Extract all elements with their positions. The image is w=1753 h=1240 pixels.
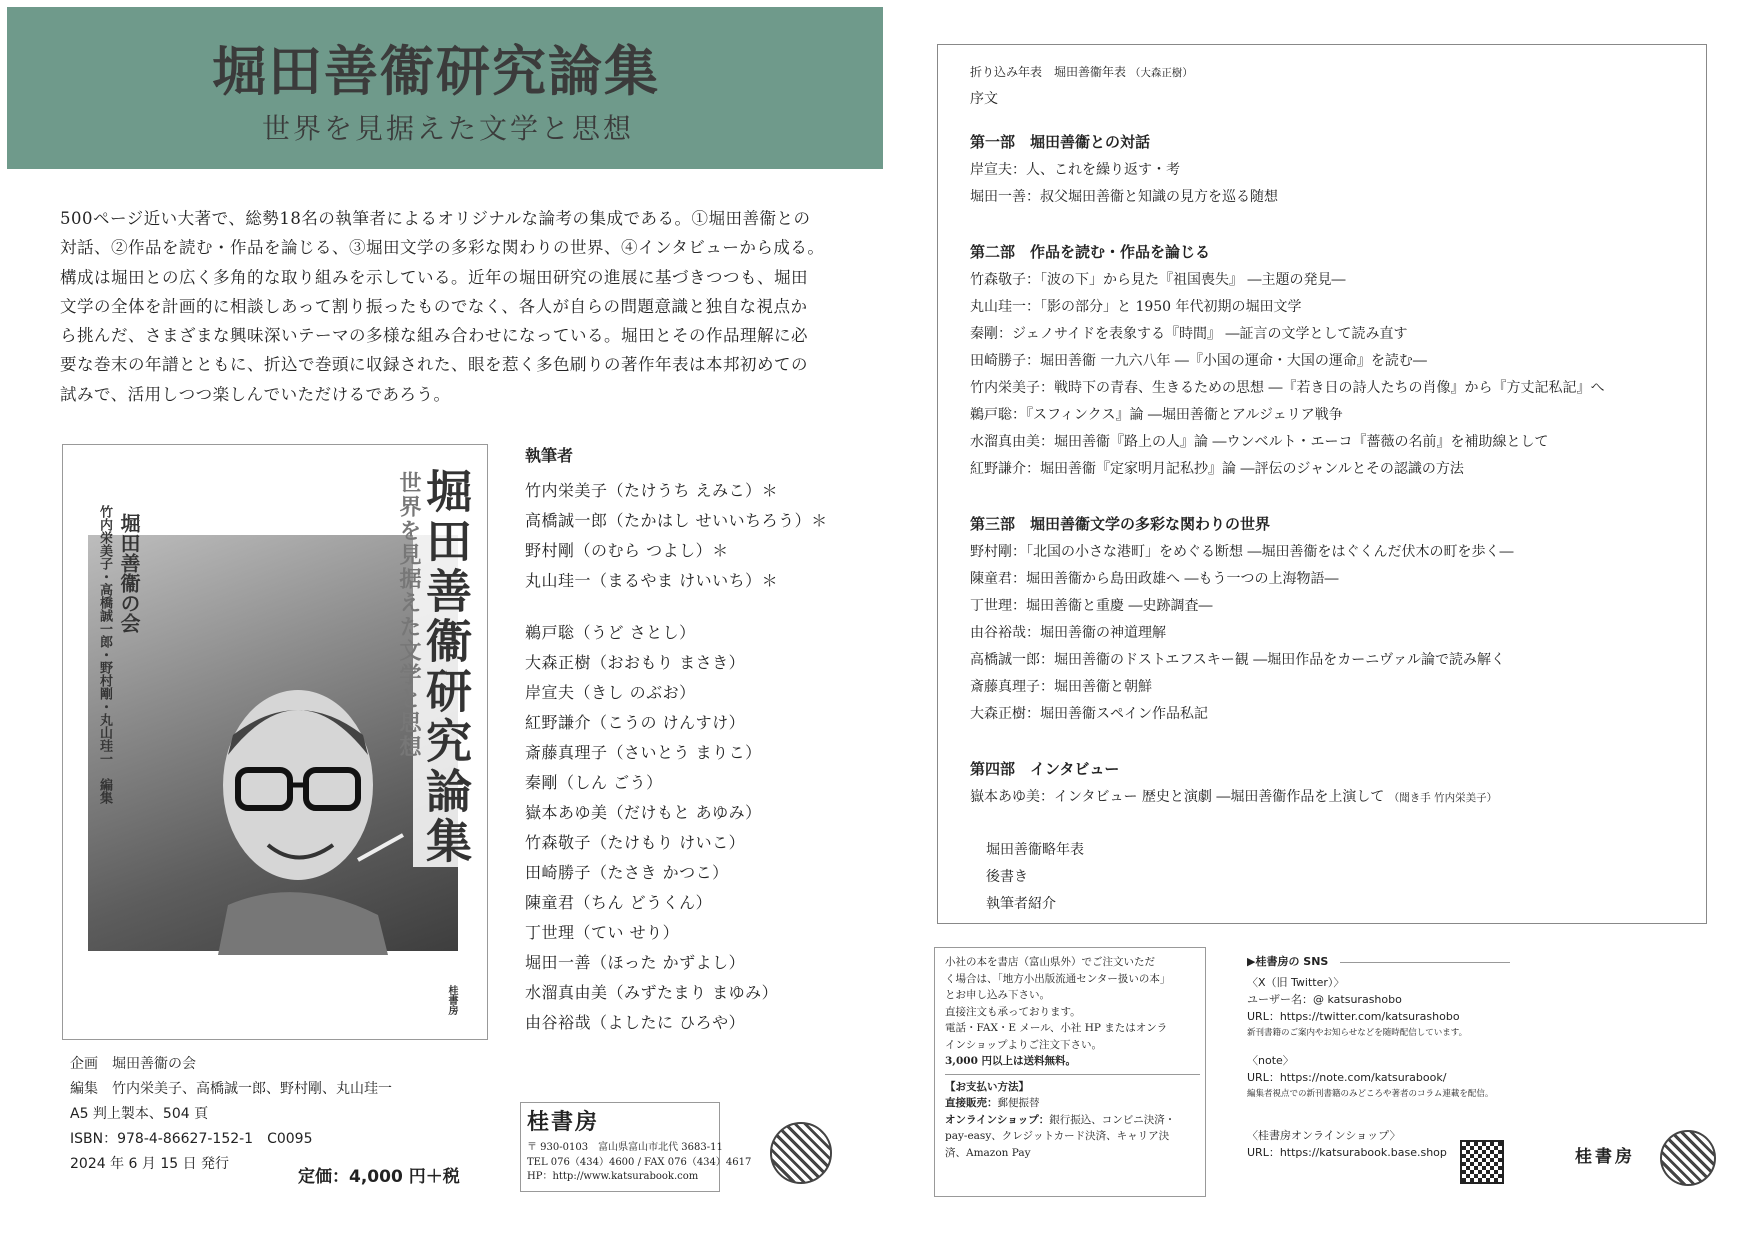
toc-part-title: 第三部 堀田善衞文学の多彩な関わりの世界 xyxy=(970,515,1271,533)
payment-direct-value: 郵便振替 xyxy=(997,1097,1040,1109)
contributors-heading: 執筆者 xyxy=(525,446,574,465)
payment-online-line: pay-easy、クレジットカード決済、キャリア決 xyxy=(945,1130,1170,1142)
contributor: 陳童君（ちん どうくん） xyxy=(525,893,713,912)
publisher-website: HP：http://www.katsurabook.com xyxy=(527,1171,699,1182)
publisher-name: 桂書房 xyxy=(527,1109,600,1135)
toc-preface: 序文 xyxy=(970,91,998,107)
intro-line: 要な巻末の年譜とともに、折込で巻頭に収録された、眼を惹く多色刷りの著作年表は本邦初めての xyxy=(60,355,808,375)
intro-line: 構成は堀田との広く多角的な取り組みを示している。近年の堀田研究の進展に基づきつつも、堀田 xyxy=(60,267,808,287)
toc-part-title: 第四部 インタビュー xyxy=(970,760,1120,778)
toc-entry: 堀田一善：叔父堀田善衞と知識の見方を巡る随想 xyxy=(970,189,1278,205)
intro-paragraph xyxy=(60,204,825,409)
biblio-line: A5 判上製本、504 頁 xyxy=(70,1106,209,1122)
payment-heading: 【お支払い方法】 xyxy=(945,1080,1029,1093)
contributor: 鵜戸聡（うど さとし） xyxy=(525,623,696,642)
contributor: 嶽本あゆ美（だけもと あゆみ） xyxy=(525,803,762,822)
contributor: 岸宣夫（きし のぶお） xyxy=(525,683,696,702)
order-line: とお申し込み下さい。 xyxy=(945,989,1050,1001)
order-line: 電話・FAX・E メール、小社 HP またはオンラ xyxy=(945,1022,1168,1034)
payment-direct-label: 直接販売： xyxy=(945,1097,998,1109)
book-title: 堀田善衞研究論集 xyxy=(212,39,660,103)
toc-backmatter: 後書き xyxy=(986,869,1028,885)
payment-online-line: 済、Amazon Pay xyxy=(945,1146,1031,1159)
payment-online-label: オンラインショップ： xyxy=(945,1113,1050,1126)
intro-line: 文学の全体を計画的に相談しあって割り振ったものでなく、各人が自らの問題意識と独自な視点か xyxy=(60,296,808,316)
contributor: 堀田一善（ほった かずよし） xyxy=(525,953,746,972)
contributor-editor: 高橋誠一郎（たかはし せいいちろう）＊ xyxy=(525,511,828,530)
toc-entry: 秦剛：ジェノサイドを表象する『時間』 ―証言の文学として読み直す xyxy=(970,326,1408,342)
cover-society: 堀田善衞の会 xyxy=(117,513,141,633)
table-of-contents xyxy=(937,44,1707,924)
toc-entry: 陳童君：堀田善衞から島田政雄へ ―もう一つの上海物語― xyxy=(970,571,1339,587)
payment-direct xyxy=(945,1095,1200,1112)
sns-x-note: 新刊書籍のご案内やお知らせなどを随時配信しています。 xyxy=(1247,1028,1468,1038)
cover-editors: 竹内栄美子・高橋誠一郎・野村剛・丸山珪一 編集 xyxy=(97,505,112,804)
contributor: 丁世理（てい せり） xyxy=(525,923,680,942)
publisher-address: 〒 930-0103 富山県富山市北代 3683-11 xyxy=(527,1142,723,1153)
sns-note-label: 〈note〉 xyxy=(1247,1054,1294,1067)
title-banner xyxy=(7,7,883,169)
contributor: 竹森敬子（たけもり けいこ） xyxy=(525,833,746,852)
shop-label: 〈桂書房オンラインショップ〉 xyxy=(1247,1129,1401,1142)
divider xyxy=(1340,962,1510,963)
toc-entry xyxy=(970,784,1700,811)
toc-entry: 丁世理：堀田善衞と重慶 ―史跡調査― xyxy=(970,598,1213,614)
order-line: く場合は、「地方小出版流通センター扱いの本」 xyxy=(945,972,1171,985)
toc-entry: 斎藤真理子：堀田善衞と朝鮮 xyxy=(970,679,1152,695)
toc-entry: 紅野謙介：堀田善衞『定家明月記私抄』論 ―評伝のジャンルとその認識の方法 xyxy=(970,461,1464,477)
toc-entry: 竹森敬子：「波の下」から見た『祖国喪失』 ―主題の発見― xyxy=(970,272,1346,288)
bibliographic-info xyxy=(70,1052,392,1177)
publisher-logo-icon xyxy=(1660,1130,1716,1186)
book-cover xyxy=(62,444,488,1040)
biblio-line: ISBN：978-4-86627-152-1 C0095 xyxy=(70,1131,313,1147)
portrait-image xyxy=(188,675,408,955)
brand-name: 桂書房 xyxy=(1575,1147,1635,1167)
toc-entry-note: （聞き手 竹内栄美子） xyxy=(1388,792,1498,804)
sns-x-label: 〈X（旧 Twitter）〉 xyxy=(1247,976,1345,989)
contributor: 大森正樹（おおもり まさき） xyxy=(525,653,746,672)
order-info-box xyxy=(934,947,1206,1197)
toc-foldout-author: （大森正樹） xyxy=(1129,67,1193,79)
biblio-line: 2024 年 6 月 15 日 発行 xyxy=(70,1156,230,1172)
contributor: 由谷裕哉（よしたに ひろや） xyxy=(525,1013,746,1032)
price: 定価：4,000 円＋税 xyxy=(298,1167,460,1187)
toc-foldout-label: 折り込み年表 堀田善衞年表 xyxy=(970,65,1127,79)
cover-publisher: 桂書房 xyxy=(446,985,457,1015)
contributor: 紅野謙介（こうの けんすけ） xyxy=(525,713,746,732)
cover-subtitle: 世界を見据えた文学と思想 xyxy=(396,471,422,759)
qr-code-icon[interactable] xyxy=(1460,1140,1504,1184)
contributor-editor: 野村剛（のむら つよし）＊ xyxy=(525,541,729,560)
intro-line: ら挑んだ、さまざまな興味深いテーマの多様な組み合わせになっている。堀田とその作品理解に必 xyxy=(60,326,808,346)
toc-part-title: 第二部 作品を読む・作品を論じる xyxy=(970,243,1211,261)
sns-x-url[interactable]: URL：https://twitter.com/katsurashobo xyxy=(1247,1010,1460,1023)
publisher-contact xyxy=(527,1141,751,1185)
biblio-line: 企画 堀田善衞の会 xyxy=(70,1056,196,1072)
sns-x-user: ユーザー名：@ katsurashobo xyxy=(1247,993,1402,1006)
order-line: 3,000 円以上は送料無料。 xyxy=(945,1055,1077,1067)
payment-online-value: 銀行振込、コンビニ決済・ xyxy=(1049,1113,1176,1126)
sns-note-note: 編集者視点での新刊書籍のみどころや著者のコラム連載を配信。 xyxy=(1247,1089,1494,1099)
order-line: 小社の本を書店（富山県外）でご注文いただ xyxy=(945,956,1155,968)
contributor: 秦剛（しん ごう） xyxy=(525,773,663,792)
contributor-editor: 丸山珪一（まるやま けいいち）＊ xyxy=(525,571,779,590)
contributor: 田崎勝子（たさき かつこ） xyxy=(525,863,729,882)
intro-line: 500ページ近い大著で、総勢18名の執筆者によるオリジナルな論考の集成である。①堀田善衞との xyxy=(60,209,811,228)
intro-line: 対話、②作品を読む・作品を論じる、③堀田文学の多彩な関わりの世界、④インタビューから成る。 xyxy=(60,238,825,258)
sns-info xyxy=(1247,953,1507,1161)
payment-online xyxy=(945,1112,1200,1129)
book-subtitle: 世界を見据えた文学と思想 xyxy=(262,112,635,145)
sns-note-url[interactable]: URL：https://note.com/katsurabook/ xyxy=(1247,1071,1447,1084)
contributors-list xyxy=(525,443,855,1038)
toc-entry: 大森正樹：堀田善衞スペイン作品私記 xyxy=(970,706,1208,722)
toc-part-title: 第一部 堀田善衞との対話 xyxy=(970,133,1151,151)
sns-heading: ▶桂書房の SNS xyxy=(1247,955,1329,968)
order-line: 直接注文も承っております。 xyxy=(945,1005,1081,1018)
cover-title: 堀田善衞研究論集 xyxy=(413,467,479,867)
publisher-phone: TEL 076（434）4600 / FAX 076（434）4617 xyxy=(527,1156,752,1168)
contributor-editor: 竹内栄美子（たけうち えみこ）＊ xyxy=(525,481,779,500)
toc-entry: 丸山珪一：「影の部分」と 1950 年代初期の堀田文学 xyxy=(970,299,1302,315)
toc-backmatter: 執筆者紹介 xyxy=(986,896,1056,912)
biblio-line: 編集 竹内栄美子、高橋誠一郎、野村剛、丸山珪一 xyxy=(70,1081,392,1097)
toc-entry: 高橋誠一郎：堀田善衞のドストエフスキー観 ―堀田作品をカーニヴァル論で読み解く xyxy=(970,652,1506,668)
shop-url[interactable]: URL：https://katsurabook.base.shop xyxy=(1247,1146,1447,1159)
toc-entry: 田崎勝子：堀田善衞 一九六八年 ―『小国の運命・大国の運命』を読む― xyxy=(970,353,1427,369)
toc-entry: 鵜戸聡：『スフィンクス』論 ―堀田善衞とアルジェリア戦争 xyxy=(970,407,1343,423)
contributor: 斎藤真理子（さいとう まりこ） xyxy=(525,743,762,762)
toc-entry: 岸宣夫：人、これを繰り返す・考 xyxy=(970,162,1180,178)
toc-entry: 竹内栄美子：戦時下の青春、生きるための思想 ―『若き日の詩人たちの肖像』から『方丈記私記』へ xyxy=(970,380,1605,396)
toc-entry: 野村剛：「北国の小さな港町」をめぐる断想 ―堀田善衞をはぐくんだ伏木の町を歩く― xyxy=(970,544,1514,560)
toc-entry-text: 嶽本あゆ美：インタビュー 歴史と演劇 ―堀田善衞作品を上演して xyxy=(970,789,1385,805)
toc-entry: 水溜真由美：堀田善衞『路上の人』論 ―ウンベルト・エーコ『薔薇の名前』を補助線として xyxy=(970,434,1549,450)
contributor: 水溜真由美（みずたまり まゆみ） xyxy=(525,983,779,1002)
toc-foldout xyxy=(970,59,1700,86)
toc-backmatter: 堀田善衞略年表 xyxy=(986,842,1084,858)
order-line: インショップよりご注文下さい。 xyxy=(945,1038,1103,1051)
toc-entry: 由谷裕哉：堀田善衞の神道理解 xyxy=(970,625,1166,641)
publisher-box xyxy=(520,1102,752,1192)
publisher-logo-icon xyxy=(770,1122,832,1184)
intro-line: 試みで、活用しつつ楽しんでいただけるであろう。 xyxy=(60,384,451,404)
